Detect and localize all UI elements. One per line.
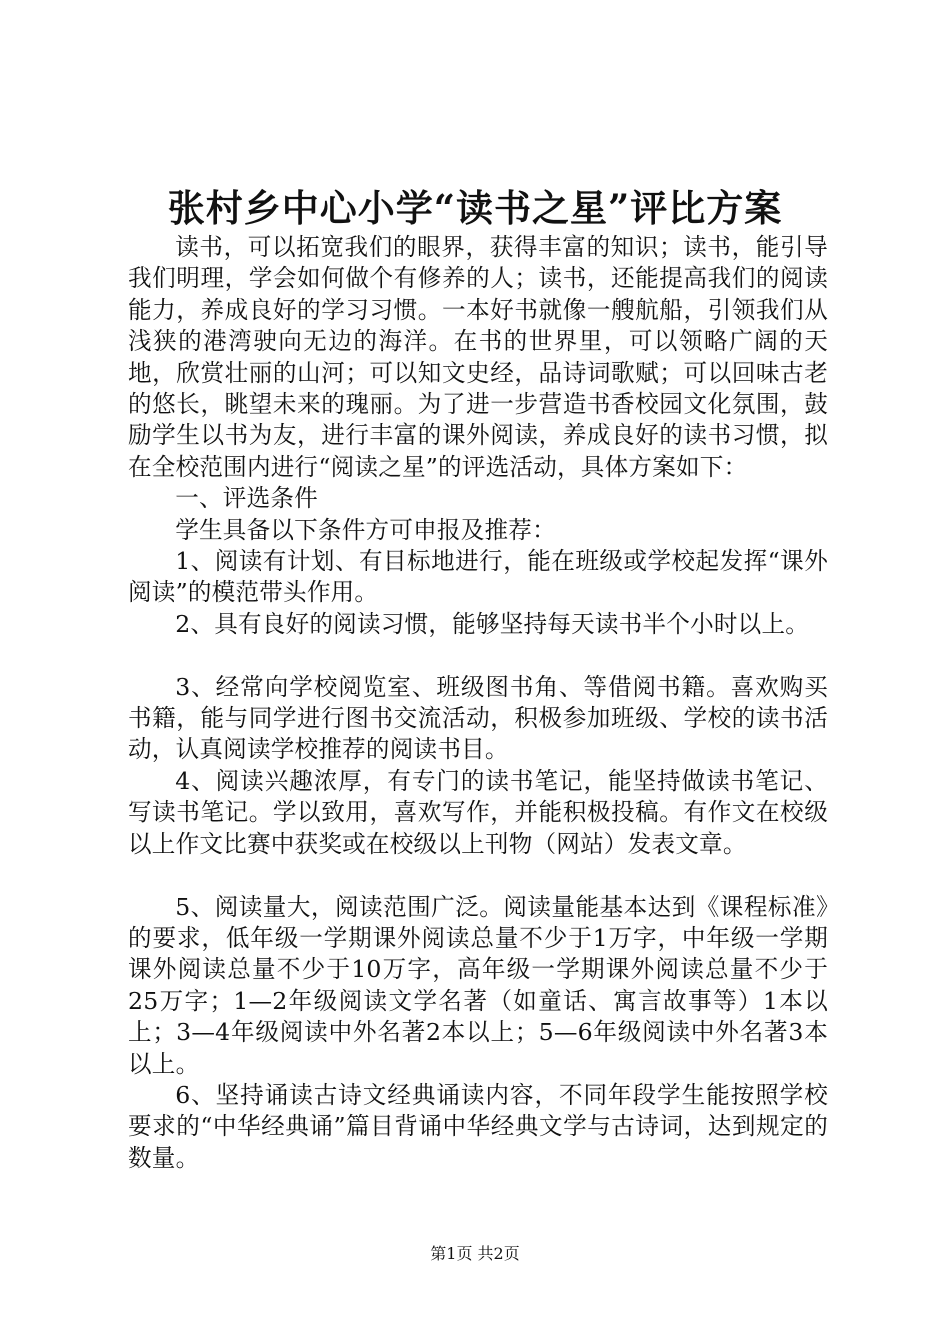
criteria-item-3: 3、经常向学校阅览室、班级图书角、等借阅书籍。喜欢购买书籍，能与同学进行图书交流活动，积极参加班级、学校的读书活动，认真阅读学校推荐的阅读书目。 <box>128 672 828 764</box>
criteria-lead: 学生具备以下条件方可申报及推荐： <box>175 515 556 544</box>
blank-line <box>128 640 828 671</box>
document-body <box>128 232 828 1174</box>
blank-line <box>128 860 828 891</box>
criteria-item-2: 2、具有良好的阅读习惯，能够坚持每天读书半个小时以上。 <box>175 609 810 638</box>
section-heading: 一、评选条件 <box>175 484 318 513</box>
document-title: 张村乡中心小学“读书之星”评比方案 <box>167 186 783 230</box>
criteria-item-1: 1、阅读有计划、有目标地进行，能在班级或学校起发挥“课外阅读”的模范带头作用。 <box>128 547 828 607</box>
intro-paragraph: 读书，可以拓宽我们的眼界，获得丰富的知识；读书，能引导我们明理，学会如何做个有修养的人；读书，还能提高我们的阅读能力，养成良好的学习习惯。一本好书就像一艘航船，引领我们从浅狭的港湾驶向无边的海洋。在书的世界里，可以领略广阔的天地，欣赏壮丽的山河；可以知文史经，品诗词歌赋；可以回味古老的悠长，眺望未来的瑰丽。为了进一步营造书香校园文化氛围，鼓励学生以书为友，进行丰富的课外阅读，养成良好的读书习惯，拟在全校范围内进行“阅读之星”的评选活动，具体方案如下： <box>128 233 828 481</box>
criteria-item-6: 6、坚持诵读古诗文经典诵读内容，不同年段学生能按照学校要求的“中华经典诵”篇目背诵中华经典文学与古诗词，达到规定的数量。 <box>128 1080 828 1172</box>
page-footer: 第1页 共2页 <box>430 1244 520 1263</box>
criteria-item-5: 5、阅读量大，阅读范围广泛。阅读量能基本达到《课程标准》的要求，低年级一学期课外阅读总量不少于1万字，中年级一学期课外阅读总量不少于10万字，高年级一学期课外阅读总量不少于25万字；1—2年级阅读文学名著（如童话、寓言故事等）1本以上；3—4年级阅读中外名著2本以上；5—6年级阅读中外名著3本以上。 <box>128 892 828 1078</box>
criteria-item-4: 4、阅读兴趣浓厚，有专门的读书笔记，能坚持做读书笔记、写读书笔记。学以致用，喜欢写作，并能积极投稿。有作文在校级以上作文比赛中获奖或在校级以上刊物（网站）发表文章。 <box>128 766 828 858</box>
